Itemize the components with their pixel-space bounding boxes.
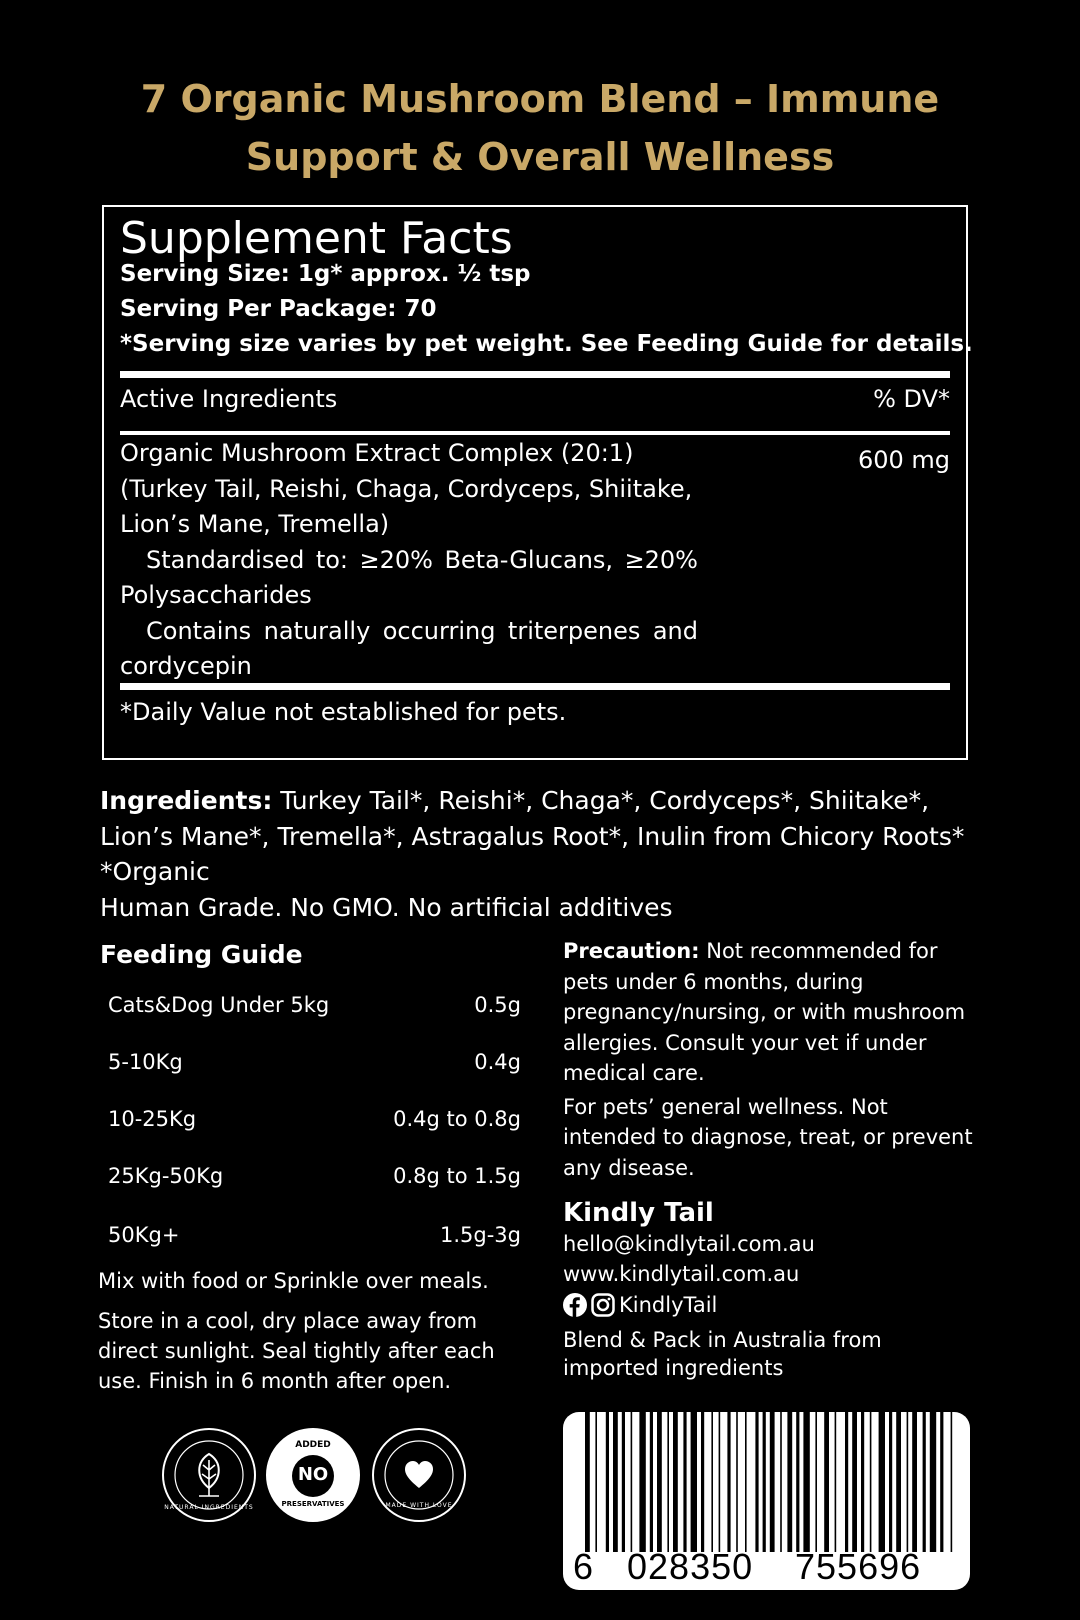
barcode-bar <box>736 1412 738 1552</box>
barcode-bar <box>683 1412 686 1552</box>
active-ingredients-header: Active Ingredients <box>120 385 338 413</box>
barcode-bar <box>861 1412 864 1552</box>
barcode-bar <box>889 1412 892 1552</box>
barcode-bar <box>585 1412 590 1552</box>
barcode-bar <box>613 1412 618 1552</box>
ingredients-label: Ingredients: <box>100 786 273 815</box>
barcode-bar <box>701 1412 704 1552</box>
feeding-weight: Cats&Dog Under 5kg <box>108 993 330 1017</box>
barcode-bar <box>667 1412 669 1552</box>
barcode-bar <box>606 1412 609 1552</box>
barcode-bar <box>787 1412 792 1552</box>
barcode <box>563 1412 970 1590</box>
brand-section <box>563 1198 983 1382</box>
brand-name: Kindly Tail <box>563 1198 714 1228</box>
feeding-row <box>108 1164 521 1188</box>
barcode-digit-first: 6 <box>573 1546 594 1587</box>
supplement-facts-panel <box>102 205 973 760</box>
no-preservatives-badge <box>266 1428 360 1522</box>
barcode-bar <box>896 1412 901 1552</box>
mix-note: Mix with food or Sprinkle over meals. <box>98 1269 489 1293</box>
product-title <box>0 70 1080 186</box>
brand-origin: Blend & Pack in Australia from imported ingredients <box>563 1328 882 1380</box>
barcode-bar <box>780 1412 782 1552</box>
social-row <box>563 1290 983 1321</box>
feeding-guide-title: Feeding Guide <box>100 940 303 969</box>
ingredients-list: Turkey Tail*, Reishi*, Chaga*, Cordyceps*, Shiitake*, Lion’s Mane*, Tremella*, Astragalus Root*, Inulin from Chicory Roots* <box>100 786 965 851</box>
barcode-bar <box>930 1412 936 1552</box>
feeding-row <box>108 1223 521 1247</box>
barcode-bar <box>657 1412 662 1552</box>
divider <box>120 431 950 435</box>
ingredients-section <box>100 783 1000 925</box>
precaution-section <box>563 936 983 1183</box>
barcode-bar <box>745 1412 747 1552</box>
feeding-dose: 0.5g <box>474 993 521 1017</box>
ingredient-block <box>120 436 698 685</box>
barcode-bar <box>711 1412 713 1552</box>
barcode-bar <box>835 1412 837 1552</box>
no-preservatives-mid: NO <box>297 1464 329 1485</box>
barcode-bar <box>622 1412 625 1552</box>
barcode-bar <box>852 1412 857 1552</box>
barcode-bar <box>727 1412 730 1552</box>
barcode-bar <box>691 1412 697 1552</box>
made-with-love-text: MADE WITH LOVE <box>385 1502 453 1509</box>
barcode-bar <box>815 1412 817 1552</box>
barcode-digits-left: 028350 <box>627 1546 754 1587</box>
ingredient-amount: 600 mg <box>857 446 950 474</box>
natural-ingredients-text: NATURAL INGREDIENTS <box>164 1504 254 1511</box>
feeding-dose: 0.4g <box>474 1050 521 1074</box>
barcode-bar <box>870 1412 872 1552</box>
no-preservatives-top: ADDED <box>295 1440 331 1450</box>
barcode-bar <box>845 1412 848 1552</box>
barcode-bar <box>631 1412 633 1552</box>
brand-website: www.kindlytail.com.au <box>563 1262 800 1286</box>
thick-divider <box>120 371 950 378</box>
ingredient-contains: Contains naturally occurring triterpenes and cordycepin <box>120 616 698 680</box>
feeding-dose: 0.8g to 1.5g <box>393 1164 521 1188</box>
feeding-row <box>108 1050 521 1074</box>
serving-note: *Serving size varies by pet weight. See Feeding Guide for details. <box>120 331 973 357</box>
feeding-weight: 10-25Kg <box>108 1107 197 1131</box>
barcode-bar <box>650 1412 653 1552</box>
wellness-note: For pets’ general wellness. Not intended to diagnose, treat, or prevent any disease. <box>563 1094 973 1180</box>
feeding-weight: 5-10Kg <box>108 1050 183 1074</box>
feeding-weight: 25Kg-50Kg <box>108 1164 224 1188</box>
barcode-bar <box>923 1412 926 1552</box>
facebook-icon <box>563 1293 587 1317</box>
barcode-bar <box>912 1412 917 1552</box>
precaution-label: Precaution: <box>563 939 700 963</box>
storage-note: Store in a cool, dry place away from direct sunlight. Seal tightly after each use. Finish in 6 month after open. <box>98 1309 495 1393</box>
feeding-row <box>108 1107 521 1131</box>
ingredient-standardised: Standardised to: ≥20% Beta-Glucans, ≥20% Polysaccharides <box>120 545 698 609</box>
barcode-digits-right: 755696 <box>795 1546 922 1587</box>
dv-footnote: *Daily Value not established for pets. <box>120 698 567 726</box>
supplement-facts-title: Supplement Facts <box>120 213 513 264</box>
precaution-text: Not recommended for pets under 6 months, during pregnancy/nursing, or with mushroom allergies. Consult your vet if under medical care. <box>563 939 966 1085</box>
grade-note: Human Grade. No GMO. No artificial additives <box>100 892 673 922</box>
barcode-bar <box>907 1412 909 1552</box>
barcode-bar <box>770 1412 775 1552</box>
barcode-bar <box>796 1412 799 1552</box>
title-line-2: Support & Overall Wellness <box>245 135 835 179</box>
barcode-bar <box>824 1412 829 1552</box>
ingredient-name: Organic Mushroom Extract Complex (20:1) (Turkey Tail, Reishi, Chaga, Cordyceps, Shiitake, Lion’s Mane, Tremella) <box>120 439 693 538</box>
barcode-bar <box>879 1412 885 1552</box>
feeding-weight: 50Kg+ <box>108 1223 180 1247</box>
feeding-dose: 0.4g to 0.8g <box>393 1107 521 1131</box>
barcode-bar <box>719 1412 721 1552</box>
natural-ingredients-badge <box>162 1428 256 1522</box>
social-handle: KindlyTail <box>619 1292 718 1317</box>
barcode-bar <box>595 1412 597 1552</box>
instagram-icon <box>591 1293 615 1317</box>
dv-header: % DV* <box>873 385 950 413</box>
barcode-bars <box>563 1412 970 1552</box>
barcode-bar <box>803 1412 809 1552</box>
thick-divider-bottom <box>120 683 950 690</box>
organic-note: *Organic <box>100 857 210 886</box>
feeding-dose: 1.5g-3g <box>440 1223 521 1247</box>
barcode-bar <box>951 1412 953 1552</box>
serving-per-package: Serving Per Package: 70 <box>120 296 437 322</box>
brand-email: hello@kindlytail.com.au <box>563 1231 815 1256</box>
barcode-bar <box>763 1412 766 1552</box>
barcode-bar <box>940 1412 943 1552</box>
feeding-row <box>108 993 521 1017</box>
serving-size: Serving Size: 1g* approx. ½ tsp <box>120 261 531 287</box>
barcode-bar <box>639 1412 645 1552</box>
barcode-bar <box>673 1412 678 1552</box>
no-preservatives-bottom: PRESERVATIVES <box>281 1500 345 1508</box>
barcode-bar <box>755 1412 758 1552</box>
made-with-love-badge <box>372 1428 466 1522</box>
title-line-1: 7 Organic Mushroom Blend – Immune <box>140 77 940 121</box>
